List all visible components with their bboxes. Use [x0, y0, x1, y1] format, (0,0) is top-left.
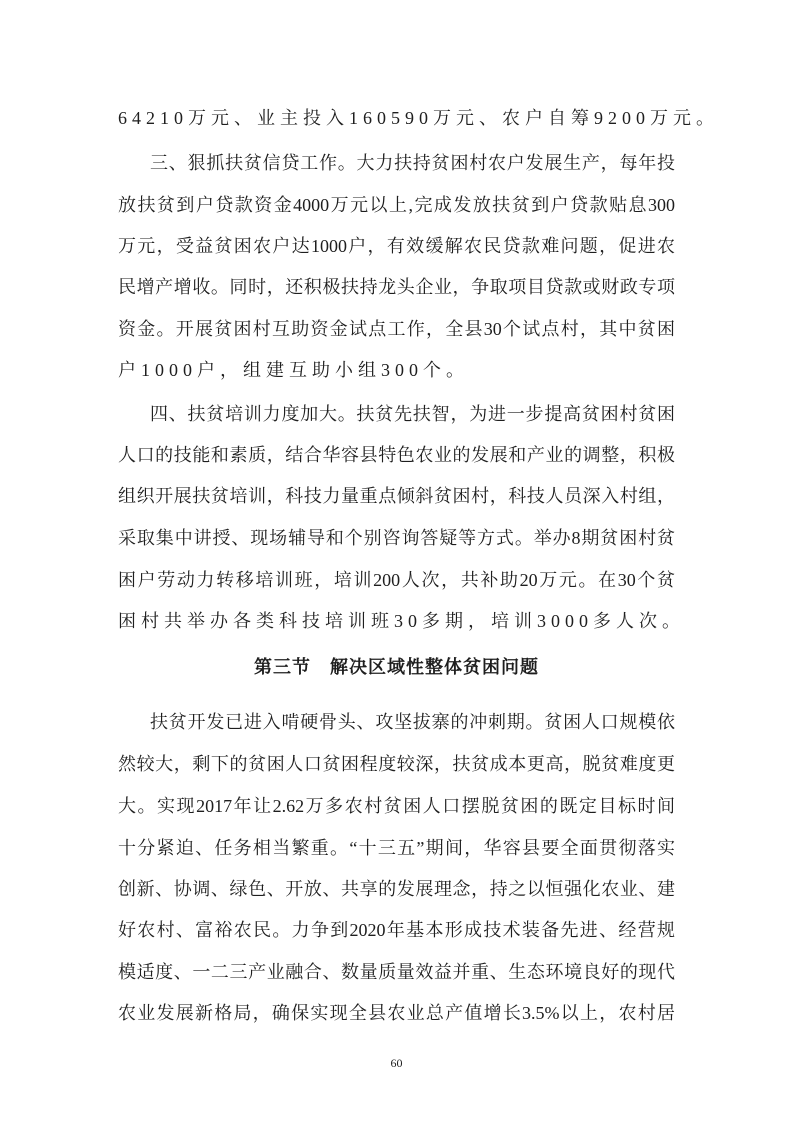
paragraph-line: 然较大，剩下的贫困人口贫困程度较深，扶贫成本更高，脱贫难度更 [118, 754, 675, 774]
paragraph-line: 采取集中讲授、现场辅导和个别咨询答疑等方式。举办8期贫困村贫 [118, 528, 675, 548]
paragraph-line: 创新、协调、绿色、开放、共享的发展理念，持之以恒强化农业、建 [118, 879, 675, 899]
paragraph-line: 好农村、富裕农民。力争到2020年基本形成技术装备先进、经营规 [118, 920, 675, 940]
paragraph-line: 十分紧迫、任务相当繁重。“十三五”期间，华容县要全面贯彻落实 [118, 838, 675, 858]
paragraph-line: 扶贫开发已进入啃硬骨头、攻坚拔寨的冲刺期。贫困人口规模依 [150, 712, 675, 732]
paragraph-line: 大。实现2017年让2.62万多农村贫困人口摆脱贫困的既定目标时间 [118, 796, 675, 816]
paragraph-line: 困村共举办各类科技培训班30多期，培训3000多人次。 [118, 611, 685, 631]
paragraph-line: 放扶贫到户贷款资金4000万元以上,完成发放扶贫到户贷款贴息300 [118, 195, 675, 215]
paragraph-line: 组织开展扶贫培训，科技力量重点倾斜贫困村，科技人员深入村组， [118, 486, 675, 506]
paragraph-line: 三、狠抓扶贫信贷工作。大力扶持贫困村农户发展生产，每年投 [150, 153, 675, 173]
page-number: 60 [390, 1056, 403, 1070]
paragraph-line: 模适度、一二三产业融合、数量质量效益并重、生态环境良好的现代 [118, 962, 675, 982]
paragraph-line: 64210万元、业主投入160590万元、农户自筹9200万元。 [118, 108, 719, 128]
paragraph-line: 户1000户，组建互助小组300个。 [118, 360, 469, 380]
paragraph-line: 民增产增收。同时，还积极扶持龙头企业，争取项目贷款或财政专项 [118, 277, 675, 297]
paragraph-line: 农业发展新格局，确保实现全县农业总产值增长3.5%以上，农村居 [118, 1003, 675, 1023]
section-heading: 第三节 解决区域性整体贫困问题 [254, 657, 539, 677]
paragraph-line: 人口的技能和素质，结合华容县特色农业的发展和产业的调整，积极 [118, 445, 675, 465]
paragraph-line: 困户劳动力转移培训班，培训200人次，共补助20万元。在30个贫 [118, 570, 675, 590]
paragraph-line: 资金。开展贫困村互助资金试点工作，全县30个试点村，其中贫困 [118, 319, 675, 339]
paragraph-line: 四、扶贫培训力度加大。扶贫先扶智，为进一步提高贫困村贫困 [150, 404, 675, 424]
paragraph-line: 万元，受益贫困农户达1000户，有效缓解农民贷款难问题，促进农 [118, 236, 675, 256]
